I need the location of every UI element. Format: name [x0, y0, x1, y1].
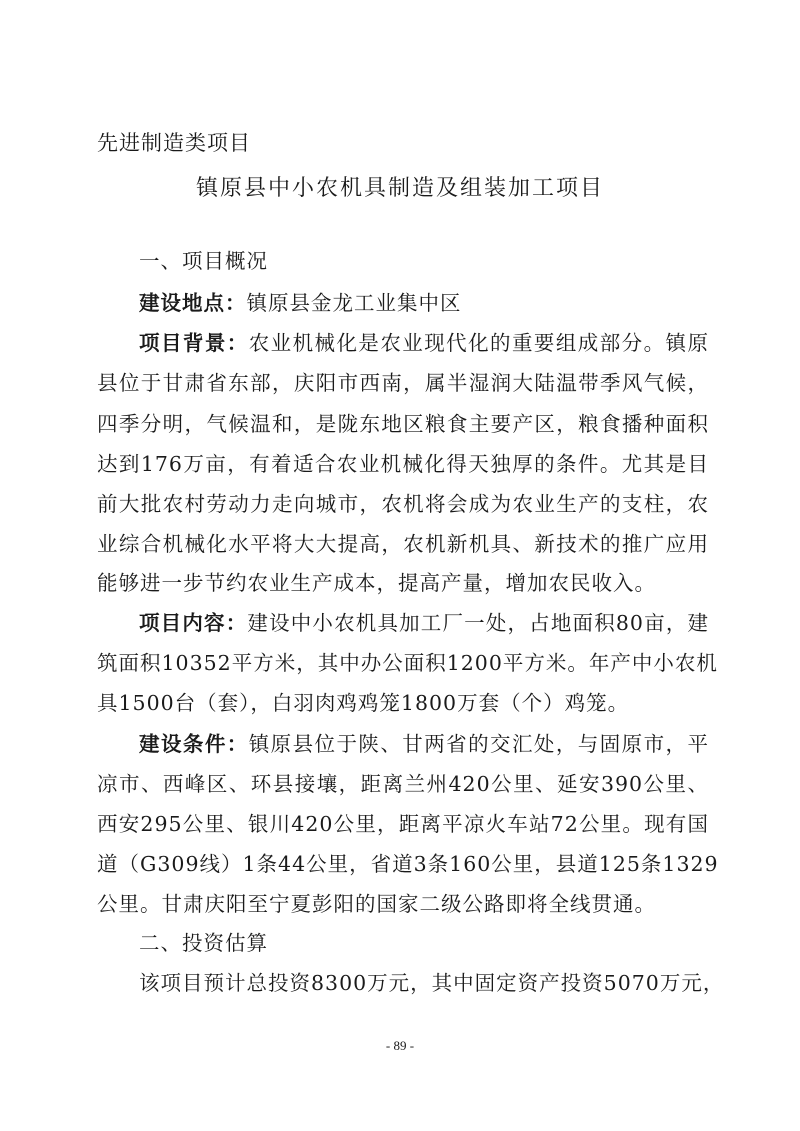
- document-title: 镇原县中小农机具制造及组装加工项目: [195, 176, 604, 201]
- section-heading-investment: 二、投资估算: [139, 931, 268, 955]
- background-text: 农业机械化是农业现代化的重要组成部分。镇原: [248, 331, 710, 355]
- investment-text: 该项目预计总投资8300万元，其中固定资产投资5070万元，: [139, 971, 725, 995]
- conditions-line-1: [139, 730, 709, 758]
- background-line-5: 前大批农村劳动力走向城市，农机将会成为农业生产的支柱，农: [97, 492, 709, 516]
- background-line-4: 达到176万亩，有着适合农业机械化得天独厚的条件。尤其是目: [97, 452, 709, 476]
- page-number: - 89 -: [385, 1038, 415, 1053]
- conditions-label: 建设条件：: [139, 732, 249, 756]
- background-line-1: [139, 329, 709, 357]
- content-line-2: 筑面积10352平方米，其中办公面积1200平方米。年产中小农机: [97, 651, 718, 675]
- conditions-line-3: 西安295公里、银川420公里，距离平凉火车站72公里。现有国: [97, 812, 709, 836]
- conditions-line-2: 凉市、西峰区、环县接壤，距离兰州420公里、延安390公里、: [97, 772, 709, 796]
- content-label: 项目内容：: [139, 611, 248, 635]
- section-heading-overview: 一、项目概况: [139, 249, 268, 273]
- location-text: 镇原县金龙工业集中区: [246, 291, 462, 315]
- background-line-7: 能够进一步节约农业生产成本，提高产量，增加农民收入。: [97, 571, 656, 595]
- content-line-1: [139, 609, 709, 637]
- background-label: 项目背景：: [139, 331, 249, 355]
- background-line-2: 县位于甘肃省东部，庆阳市西南，属半湿润大陆温带季风气候，: [97, 371, 709, 395]
- background-line-3: 四季分明，气候温和，是陇东地区粮食主要产区，粮食播种面积: [97, 412, 709, 436]
- location-paragraph: [139, 289, 751, 317]
- conditions-text: 镇原县位于陕、甘两省的交汇处，与固原市，平: [248, 732, 710, 756]
- category-label: 先进制造类项目: [97, 131, 251, 155]
- conditions-line-4: 道（G309线）1条44公里，省道3条160公里，县道125条1329: [97, 852, 719, 876]
- conditions-line-5: 公里。甘肃庆阳至宁夏彭阳的国家二级公路即将全线贯通。: [97, 892, 656, 916]
- background-line-6: 业综合机械化水平将大大提高，农机新机具、新技术的推广应用: [97, 532, 709, 556]
- content-line-3: 具1500台（套），白羽肉鸡鸡笼1800万套（个）鸡笼。: [97, 691, 630, 715]
- content-text: 建设中小农机具加工厂一处，占地面积80亩，建: [247, 611, 709, 635]
- location-label: 建设地点：: [139, 291, 247, 315]
